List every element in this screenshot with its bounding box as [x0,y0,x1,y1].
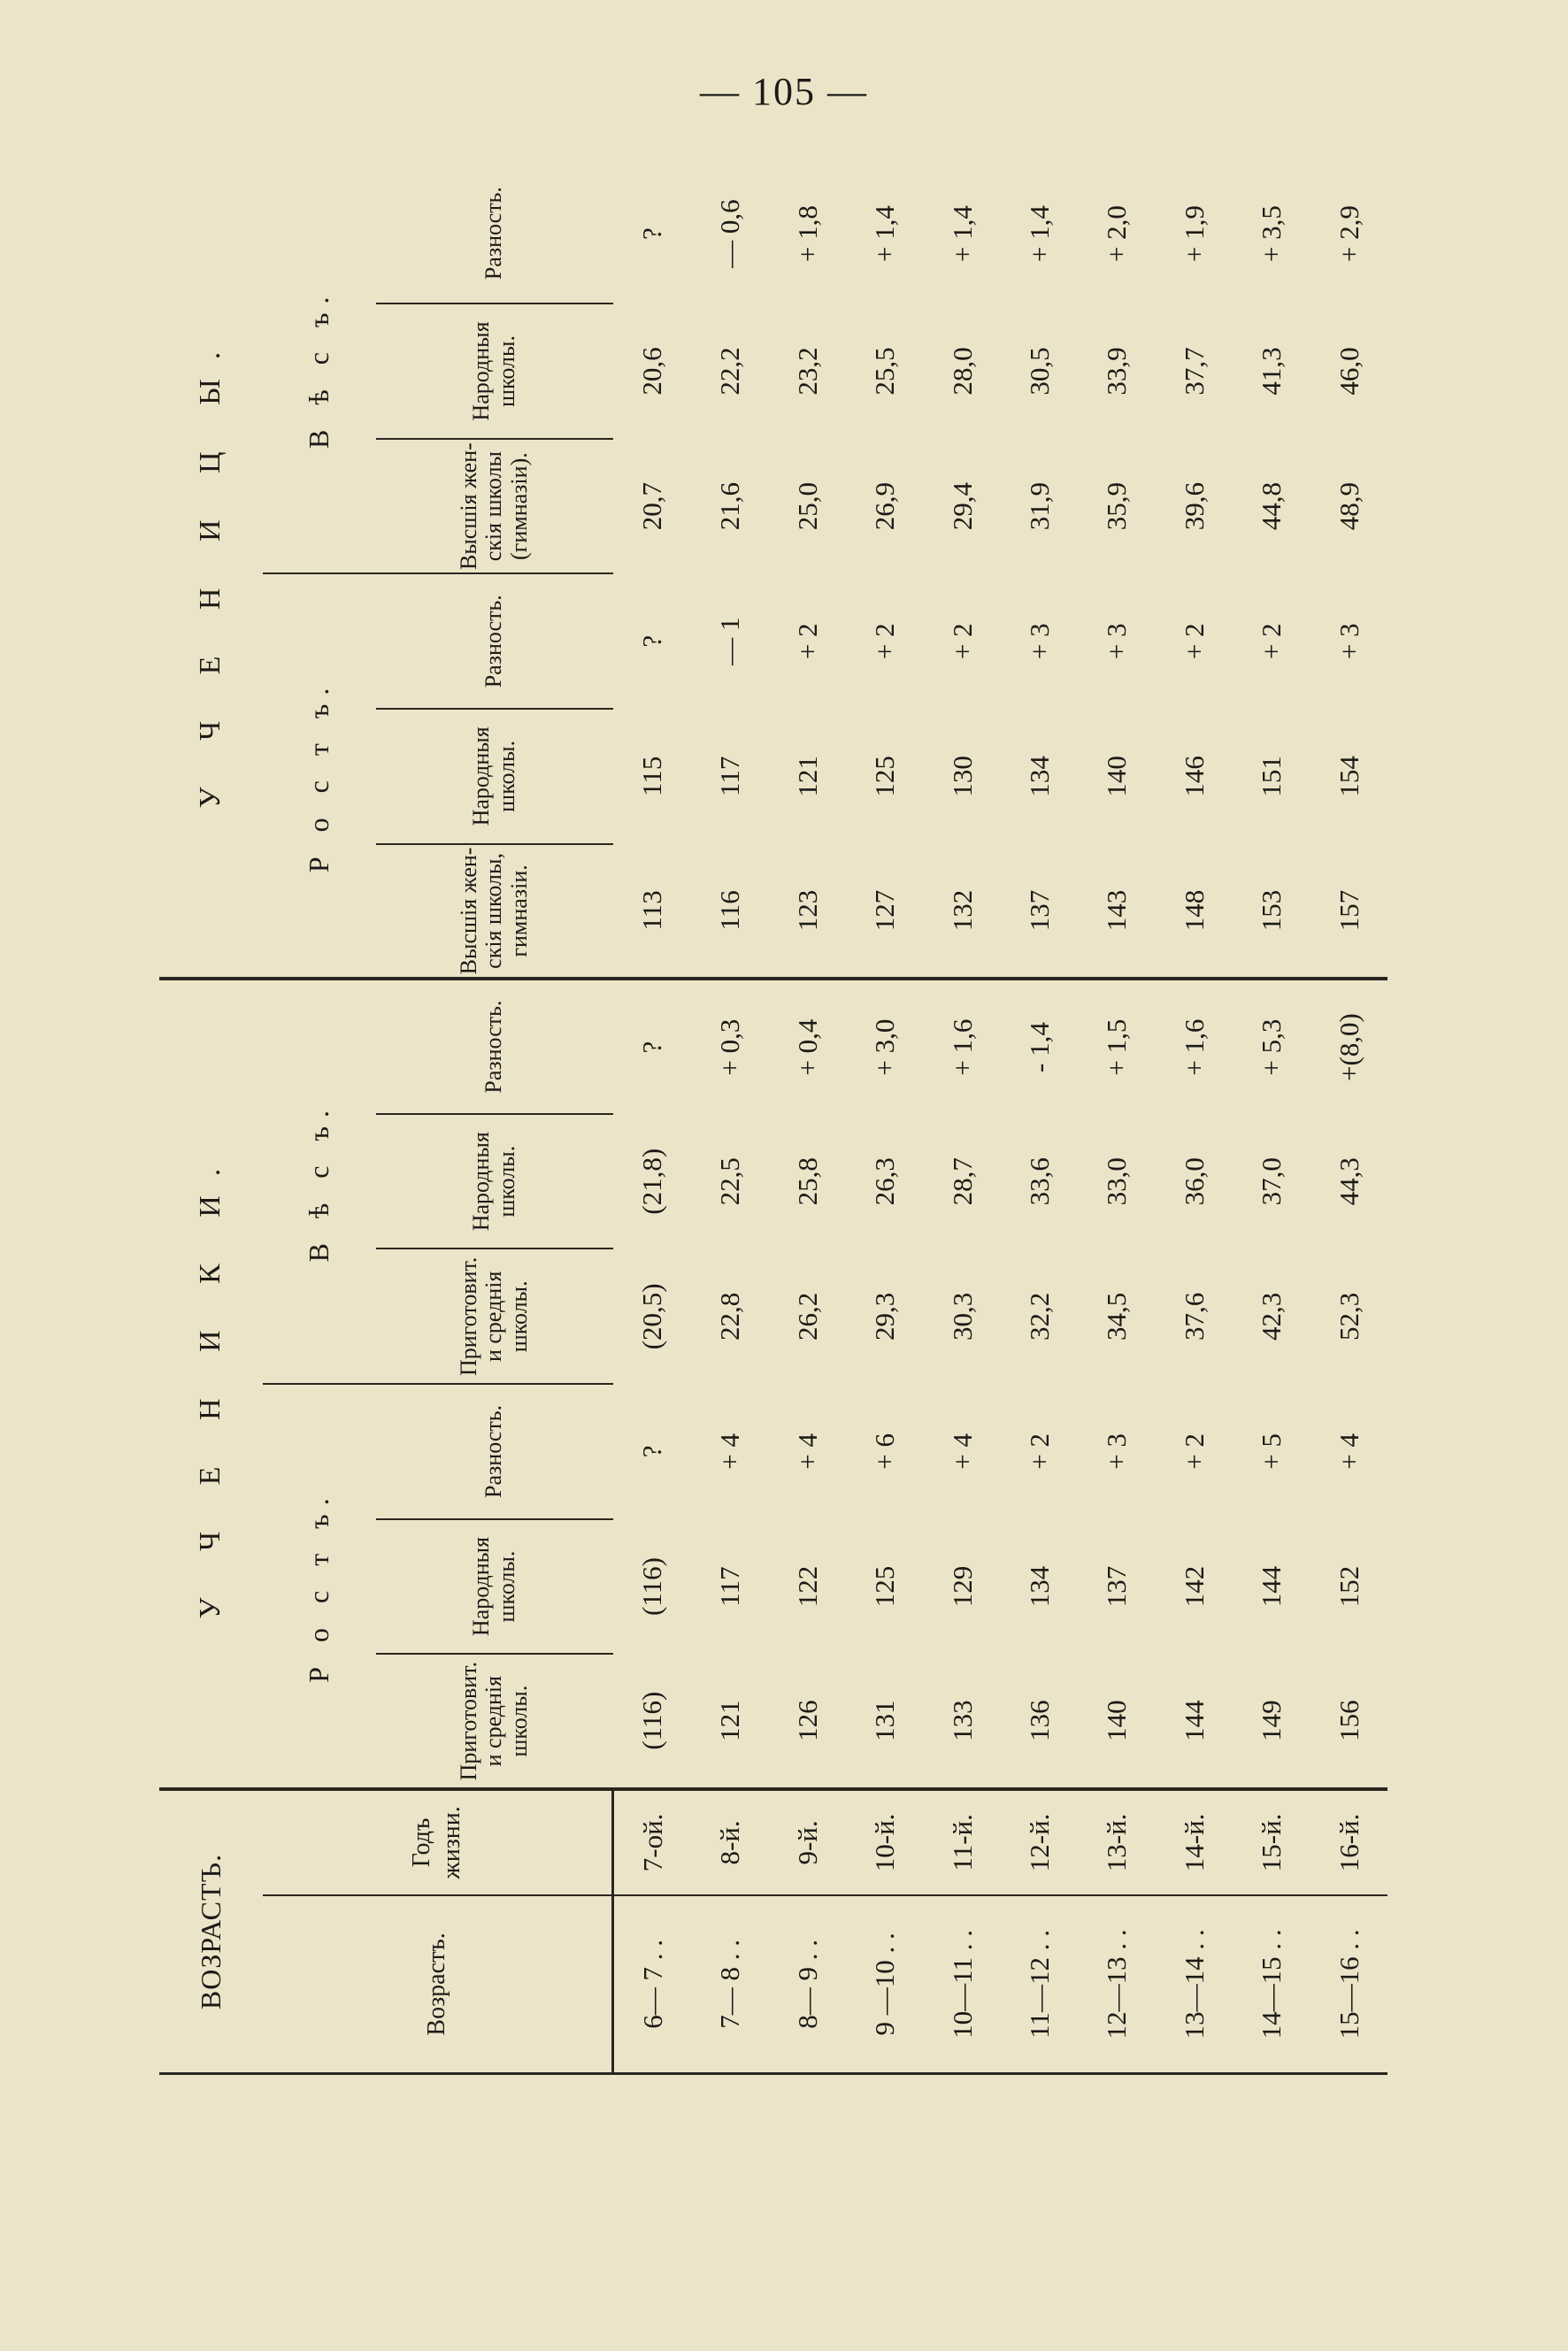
boys-height-diff-cell: + 4 [791,1433,823,1470]
boys-weight-folk-cell: 37,0 [1256,1157,1287,1206]
boys-weight-prep-cell: 52,3 [1333,1292,1364,1341]
boys-weight-diff-cell: + 5,3 [1256,1018,1287,1076]
boys-height-diff-cell: + 4 [946,1433,978,1470]
boys-weight-diff-cell: + 3,0 [869,1018,901,1076]
boys-height-diff-cell: + 5 [1256,1433,1287,1470]
age-cell: 15—16 . . [1311,1895,1387,2074]
rotated-table-wrapper [159,164,1398,2075]
girls-weight-folk-cell: 46,0 [1333,347,1364,396]
boys-height-folk-cell: 152 [1333,1565,1364,1608]
boys-weight-folk-cell: 33,6 [1024,1157,1056,1206]
girls-weight-high-header: Высшія жен-скія школы (гимназіи). [376,439,613,574]
girls-weight-folk-header: Народныя школы. [376,303,613,439]
boys-height-prep-cell: 149 [1234,1654,1311,1789]
girls-weight-folk-cell: 37,7 [1178,347,1210,396]
girls-weight-high-cell: 29,4 [946,482,978,531]
girls-weight-high-cell: 21,6 [714,482,746,531]
boys-weight-folk-cell: 33,0 [1101,1157,1133,1206]
girls-height-folk-cell: 117 [714,756,746,797]
boys-height-folk-cell: 117 [714,1566,746,1607]
boys-height-diff-header: Разность. [376,1384,613,1519]
girls-weight-diff-cell: + 1,4 [946,205,978,263]
boys-height-prep-cell: 133 [924,1654,1001,1789]
girls-weight-diff-cell: + 2,0 [1101,205,1133,263]
table-row [1001,164,1078,2074]
girls-weight-folk-cell: 25,5 [869,347,901,396]
boys-height-folk-cell: 144 [1256,1565,1287,1608]
girls-height-high-cell: 113 [613,844,692,980]
table-row [924,164,1001,2074]
girls-weight-folk-cell: 33,9 [1101,347,1133,396]
girls-weight-high-cell: 26,9 [869,482,901,531]
boys-height-folk-cell: (116) [636,1557,668,1617]
table-row [1234,164,1311,2074]
girls-weight-high-cell: 35,9 [1101,482,1133,531]
girls-height-folk-cell: 125 [869,756,901,797]
girls-weight-diff-cell: + 1,4 [1024,205,1056,263]
boys-weight-prep-cell: 32,2 [1024,1292,1056,1341]
girls-weight-diff-cell: — 0,6 [714,199,746,268]
boys-height-folk-cell: 129 [946,1565,978,1608]
boys-height-diff-cell: + 3 [1101,1433,1133,1470]
girls-height-diff-cell: ? [636,634,668,648]
boys-weight-prep-cell: 29,3 [869,1292,901,1341]
boys-weight-header: В ѣ с ъ. [263,979,376,1384]
boys-height-folk-cell: 134 [1024,1565,1056,1608]
girls-height-diff-cell: + 2 [1256,623,1287,660]
year-cell: 8-й. [692,1789,769,1895]
girls-height-folk-cell: 130 [946,756,978,797]
girls-height-diff-cell: + 2 [791,623,823,660]
boys-height-prep-cell: 144 [1156,1654,1233,1789]
boys-height-prep-cell: (116) [613,1654,692,1789]
boys-height-prep-cell: 131 [847,1654,924,1789]
boys-weight-diff-cell: + 1,6 [1178,1018,1210,1076]
girls-weight-folk-cell: 30,5 [1024,347,1056,396]
boys-weight-folk-header: Народныя школы. [376,1114,613,1249]
boys-height-prep-cell: 126 [769,1654,846,1789]
year-cell: 15-й. [1234,1789,1311,1895]
boys-weight-folk-cell: 36,0 [1178,1157,1210,1206]
girls-height-diff-cell: + 3 [1101,623,1133,660]
boys-weight-folk-cell: 25,8 [791,1157,823,1206]
page-number: — 105 — [700,70,868,113]
girls-height-high-cell: 137 [1001,844,1078,980]
table-row [1311,164,1387,2074]
boys-weight-folk-cell: 44,3 [1333,1157,1364,1206]
year-cell: 10-й. [847,1789,924,1895]
year-cell: 12-й. [1001,1789,1078,1895]
girls-height-high-cell: 116 [692,844,769,980]
age-cell: 11—12 . . [1001,1895,1078,2074]
boys-weight-diff-cell: + 0,3 [714,1018,746,1076]
boys-weight-diff-cell: ? [636,1041,668,1054]
girls-height-folk-header: Народныя школы. [376,709,613,844]
boys-height-folk-cell: 122 [791,1565,823,1608]
boys-weight-prep-cell: (20,5) [636,1283,668,1350]
year-cell: 11-й. [924,1789,1001,1895]
girls-weight-high-cell: 31,9 [1024,482,1056,531]
age-cell: 12—13 . . [1079,1895,1156,2074]
boys-height-prep-cell: 156 [1311,1654,1387,1789]
boys-height-prep-header: Приготовит. и среднія школы. [376,1654,613,1789]
girls-weight-folk-cell: 28,0 [946,347,978,396]
table-bottom-gap [1387,164,1398,2074]
year-cell: 7-ой. [613,1789,692,1895]
age-group-header: ВОЗРАСТЪ. [159,1789,263,2074]
age-cell: 6— 7 . . [613,1895,692,2074]
year-cell: 14-й. [1156,1789,1233,1895]
girls-height-diff-cell: + 3 [1024,623,1056,660]
boys-weight-prep-cell: 22,8 [714,1292,746,1341]
boys-weight-diff-cell: +(8,0) [1333,1013,1364,1082]
boys-height-diff-cell: + 4 [1333,1433,1364,1470]
boys-height-prep-cell: 140 [1079,1654,1156,1789]
boys-weight-diff-cell: + 0,4 [791,1018,823,1076]
boys-height-folk-cell: 142 [1178,1565,1210,1608]
boys-height-prep-cell: 121 [692,1654,769,1789]
header-row-columns [376,164,613,2074]
statistics-table [159,164,1398,2075]
girls-height-folk-cell: 146 [1178,756,1210,797]
girls-height-diff-cell: + 3 [1333,623,1364,660]
age-cell: 9 —10 . . [847,1895,924,2074]
girls-height-diff-cell: + 2 [869,623,901,660]
table-row [613,164,692,2074]
girls-height-folk-cell: 151 [1256,756,1287,797]
boys-weight-folk-cell: 28,7 [946,1157,978,1206]
age-cell: 14—15 . . [1234,1895,1311,2074]
boys-weight-prep-header: Приготовит. и среднія школы. [376,1249,613,1385]
year-cell: 13-й. [1079,1789,1156,1895]
girls-height-header: Р о с т ъ. [263,573,376,979]
girls-weight-diff-cell: + 3,5 [1256,205,1287,263]
girls-height-diff-header: Разность. [376,573,613,709]
girls-weight-high-cell: 25,0 [791,482,823,531]
girls-weight-diff-header: Разность. [376,164,613,303]
girls-weight-folk-cell: 41,3 [1256,347,1287,396]
girls-weight-high-cell: 39,6 [1178,482,1210,531]
boys-height-diff-cell: + 2 [1024,1433,1056,1470]
header-row-measures [263,164,376,2074]
girls-weight-high-cell: 48,9 [1333,482,1364,531]
girls-height-diff-cell: + 2 [946,623,978,660]
girls-height-folk-cell: 121 [791,756,823,797]
girls-height-high-cell: 132 [924,844,1001,980]
year-cell: 16-й. [1311,1789,1387,1895]
table-row [847,164,924,2074]
boys-weight-folk-cell: 26,3 [869,1157,901,1206]
boys-weight-diff-cell: - 1,4 [1024,1022,1056,1072]
year-column-header: Годъ жизни. [263,1789,613,1895]
girls-height-folk-cell: 134 [1024,756,1056,797]
boys-weight-prep-cell: 34,5 [1101,1292,1133,1341]
girls-weight-folk-cell: 20,6 [636,347,668,396]
girls-height-high-cell: 148 [1156,844,1233,980]
girls-height-diff-cell: + 2 [1178,623,1210,660]
boys-weight-diff-cell: + 1,5 [1101,1018,1133,1076]
girls-weight-diff-cell: + 1,4 [869,205,901,263]
age-cell: 10—11 . . [924,1895,1001,2074]
boys-height-folk-header: Народныя школы. [376,1519,613,1655]
header-row-groups [159,164,263,2074]
age-cell: 8— 9 . . [769,1895,846,2074]
girls-height-high-header: Высшія жен-скія школы, гимназіи. [376,844,613,980]
table-row [769,164,846,2074]
girls-height-high-cell: 123 [769,844,846,980]
table-row [1156,164,1233,2074]
girls-weight-high-cell: 20,7 [636,482,668,531]
boys-weight-prep-cell: 26,2 [791,1292,823,1341]
boys-height-folk-cell: 137 [1101,1565,1133,1608]
girls-weight-header: В ѣ с ъ. [263,164,376,573]
girls-weight-diff-cell: + 2,9 [1333,205,1364,263]
boys-height-diff-cell: + 6 [869,1433,901,1470]
boys-weight-folk-cell: (21,8) [636,1148,668,1215]
girls-weight-high-cell: 44,8 [1256,482,1287,531]
boys-weight-prep-cell: 30,3 [946,1292,978,1341]
boys-weight-prep-cell: 37,6 [1178,1292,1210,1341]
boys-height-prep-cell: 136 [1001,1654,1078,1789]
boys-height-folk-cell: 125 [869,1565,901,1608]
boys-weight-diff-header: Разность. [376,979,613,1114]
girls-weight-diff-cell: ? [636,227,668,240]
age-cell: 7— 8 . . [692,1895,769,2074]
boys-weight-prep-cell: 42,3 [1256,1292,1287,1341]
boys-weight-diff-cell: + 1,6 [946,1018,978,1076]
girls-weight-diff-cell: + 1,9 [1178,205,1210,263]
table-bottom-spacer [1387,164,1398,2074]
girls-weight-folk-cell: 23,2 [791,347,823,396]
girls-height-folk-cell: 140 [1101,756,1133,797]
girls-weight-folk-cell: 22,2 [714,347,746,396]
age-cell: 13—14 . . [1156,1895,1233,2074]
boys-height-header: Р о с т ъ. [263,1384,376,1789]
girls-height-high-cell: 153 [1234,844,1311,980]
age-column-header: Возрастъ. [263,1895,613,2074]
girls-height-folk-cell: 115 [636,756,668,797]
girls-group-header: У Ч Е Н И Ц Ы. [159,164,263,979]
boys-weight-folk-cell: 22,5 [714,1157,746,1206]
year-cell: 9-й. [769,1789,846,1895]
girls-height-diff-cell: — 1 [714,617,746,665]
boys-height-diff-cell: + 2 [1178,1433,1210,1470]
girls-height-high-cell: 127 [847,844,924,980]
girls-height-high-cell: 143 [1079,844,1156,980]
boys-height-diff-cell: ? [636,1445,668,1458]
girls-height-high-cell: 157 [1311,844,1387,980]
girls-height-folk-cell: 154 [1333,756,1364,797]
boys-group-header: У Ч Е Н И К И. [159,979,263,1789]
boys-height-diff-cell: + 4 [714,1433,746,1470]
girls-weight-diff-cell: + 1,8 [791,205,823,263]
table-row [692,164,769,2074]
table-row [1079,164,1156,2074]
